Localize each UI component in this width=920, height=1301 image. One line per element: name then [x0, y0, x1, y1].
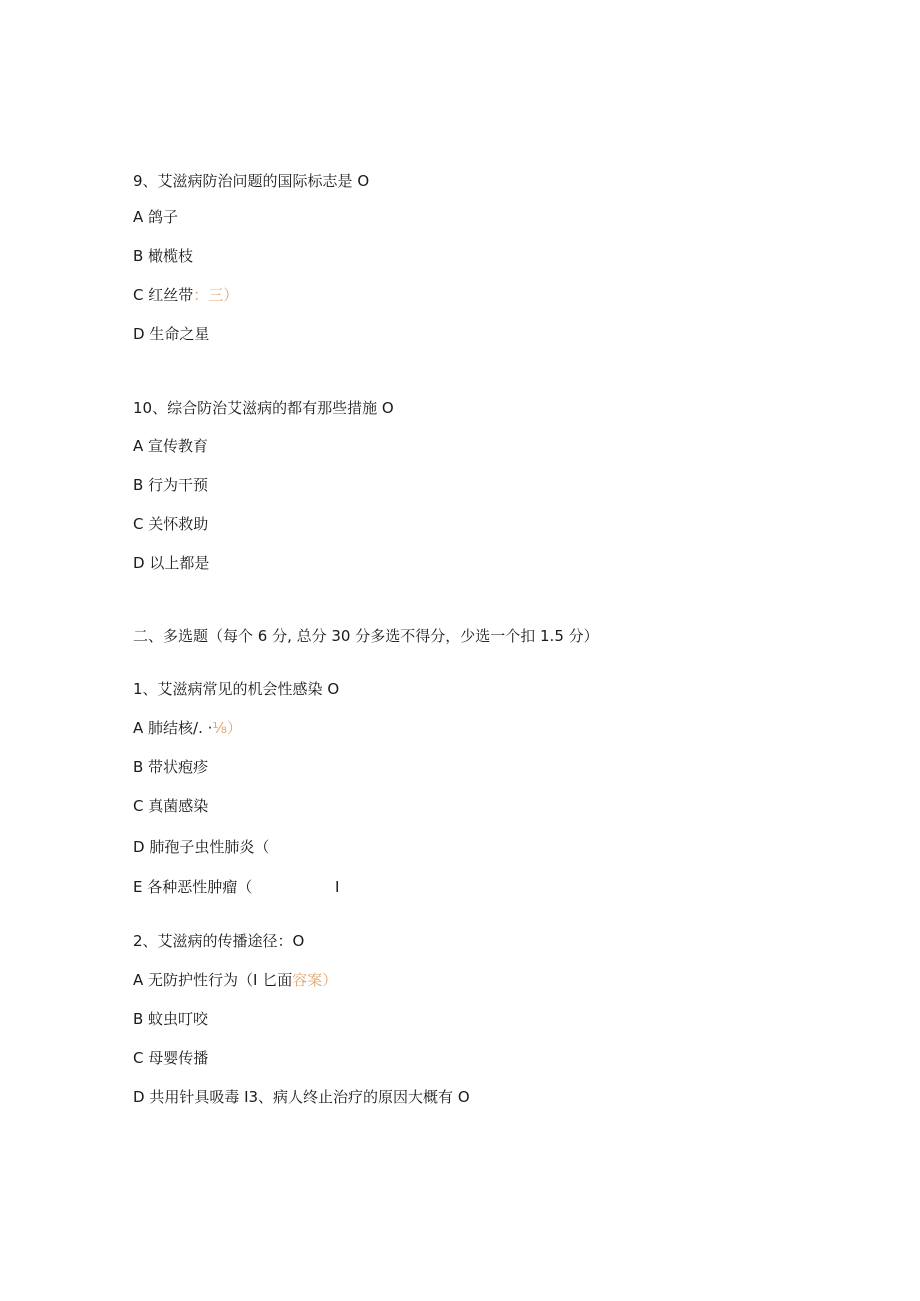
- section-heading: 二、多选题（每个 6 分, 总分 30 分多选不得分，少选一个扣 1.5 分）: [133, 627, 599, 645]
- mq1-option-e-mark: I: [335, 878, 340, 896]
- q10-option-c: C 关怀救助: [133, 515, 209, 533]
- mq2-option-a-annotation: 容案）: [292, 971, 338, 989]
- mq2-question: 2、艾滋病的传播途径：O: [133, 932, 305, 950]
- q9-option-d: D 生命之星: [133, 325, 210, 343]
- mq1-option-c: C 真菌感染: [133, 797, 209, 815]
- mq2-option-a: [133, 970, 337, 990]
- mq1-option-b: B 带状疱疹: [133, 758, 209, 776]
- q10-option-b: B 行为干预: [133, 476, 209, 494]
- q10-option-a: A 宣传教育: [133, 437, 209, 455]
- mq2-option-a-text: A 无防护性行为（I 匕面: [133, 971, 293, 989]
- q9-option-c-text: C 红丝带: [133, 286, 194, 304]
- mq2-option-c: C 母婴传播: [133, 1049, 209, 1067]
- mq1-option-a-text: A 肺结核/. ·: [133, 719, 213, 737]
- mq1-option-e: E 各种恶性肿瘤（: [133, 878, 253, 896]
- question-9: 9、艾滋病防治问题的国际标志是 O: [133, 172, 370, 190]
- mq1-option-a: [133, 718, 242, 738]
- q9-option-b: B 橄榄枝: [133, 247, 194, 265]
- mq1-question: 1、艾滋病常见的机会性感染 O: [133, 680, 340, 698]
- q9-option-a: A 鸽子: [133, 208, 179, 226]
- q9-option-c: [133, 285, 238, 305]
- q9-option-c-annotation: ：三）: [193, 286, 239, 304]
- mq2-option-d: D 共用针具吸毒 I3、病人终止治疗的原因大概有 O: [133, 1088, 470, 1106]
- mq2-option-b: B 蚊虫叮咬: [133, 1010, 209, 1028]
- mq1-option-a-annotation: ⅛）: [212, 719, 242, 737]
- q10-option-d: D 以上都是: [133, 554, 210, 572]
- question-10: 10、综合防治艾滋病的都有那些措施 O: [133, 399, 394, 417]
- mq1-option-d: D 肺孢子虫性肺炎（: [133, 838, 270, 856]
